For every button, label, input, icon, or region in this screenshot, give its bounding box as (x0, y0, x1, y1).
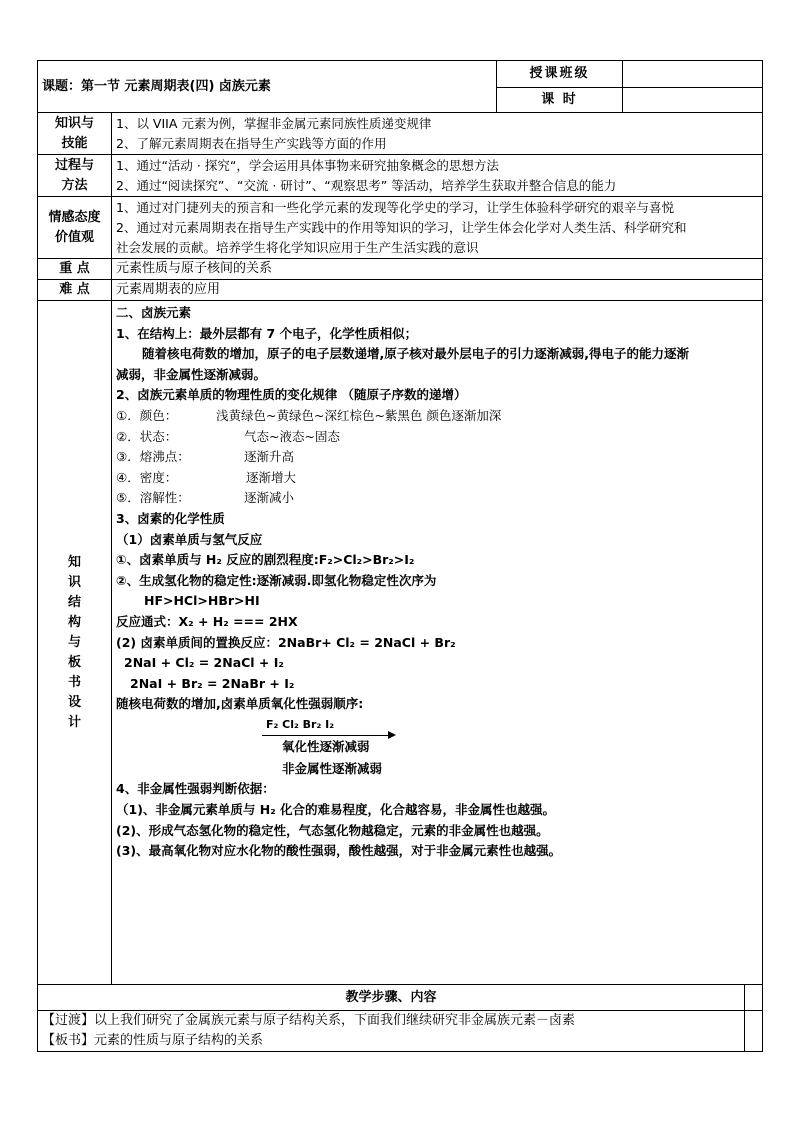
displacement-reaction: (2) 卤素单质间的置换反应：2NaBr+ Cl₂ = 2NaCl + Br₂ (116, 634, 456, 650)
trend-arrow-line (262, 735, 392, 736)
arrow-right-icon (388, 731, 396, 739)
knowledge-content (112, 301, 763, 985)
criteria-title: 4、非金属性强弱判断依据： (116, 781, 275, 797)
hydride-order: HF>HCl>HBr>HI (144, 593, 260, 609)
lesson-plan-table (37, 60, 763, 1052)
steps-side-cell (745, 985, 763, 1011)
objective-row (38, 155, 763, 197)
lesson-topic: 课题：第一节 元素周期表(四) 卤族元素 (38, 61, 497, 113)
physical-properties-title: 2、卤族元素单质的物理性质的变化规律 （随原子序数的递增） (116, 387, 467, 403)
property-row: ⑤．溶解性： 逐渐减小 (116, 490, 295, 506)
steps-line: 【板书】元素的性质与原子结构的关系 (38, 1031, 745, 1052)
structure-body-cont: 减弱，非金属性逐渐减弱。 (116, 366, 267, 382)
chemical-properties-title: 3、卤素的化学性质 (116, 510, 225, 526)
class-value (623, 61, 763, 88)
general-equation: 反应通式：X₂ + H₂ === 2HX (116, 613, 298, 629)
displacement-equation: 2NaI + Br₂ = 2NaBr + I₂ (130, 675, 295, 691)
oxidizing-order-title: 随核电荷数的增加,卤素单质氧化性强弱顺序: (116, 696, 364, 712)
displacement-equation: 2NaI + Cl₂ = 2NaCl + I₂ (124, 655, 284, 671)
property-row: ①．颜色： 浅黄绿色~黄绿色~深红棕色~紫黑色 颜色逐渐加深 (116, 407, 502, 423)
key-point-label: 重 点 (38, 259, 112, 280)
property-row: ③．熔沸点： 逐渐升高 (116, 449, 295, 465)
period-value (623, 88, 763, 113)
steps-title: 教学步骤、内容 (38, 985, 745, 1011)
structure-point: 1、在结构上：最外层都有 7 个电子，化学性质相似； (116, 325, 418, 341)
steps-line: 【过渡】以上我们研究了金属族元素与原子结构关系，下面我们继续研究非金属族元素－卤素 (38, 1011, 745, 1032)
criteria-item: (2)、形成气态氢化物的稳定性，气态氢化物越稳定，元素的非金属性也越强。 (116, 822, 549, 838)
key-point-text: 元素性质与原子核间的关系 (112, 259, 763, 280)
difficulty-text: 元素周期表的应用 (112, 280, 763, 301)
objective-row (38, 113, 763, 155)
objective-label: 知识与 技能 (38, 113, 112, 155)
halogen-sequence: F₂ Cl₂ Br₂ I₂ (266, 717, 335, 731)
difficulty-label: 难 点 (38, 280, 112, 301)
period-label: 课 时 (497, 88, 623, 113)
objective-content: 1、通过对门捷列夫的预言和一些化学元素的发现等化学史的学习，让学生体验科学研究的艰辛与喜悦 2、通过对元素周期表在指导生产实践中的作用等知识的学习，让学生体会化学对人类生活、科学研究和 社会发展的贡献。培养学生将化学知识应用于生产生活实践的意识 (112, 197, 763, 259)
objective-content: 1、以 VIIA 元素为例，掌握非金属元素同族性质递变规律 2、了解元素周期表在指导生产实践等方面的作用 (112, 113, 763, 155)
section-heading: 二、卤族元素 (116, 305, 192, 320)
oxidizing-trend-diagram (116, 715, 758, 759)
lesson-plan-sheet (37, 60, 762, 1052)
knowledge-label: 知 识 结 构 与 板 书 设 计 (38, 301, 112, 985)
objective-content: 1、通过“活动 · 探究“，学会运用具体事物来研究抽象概念的思想方法 2、通过“阅读探究”、“交流 · 研讨”、“观察思考” 等活动，培养学生获取并整合信息的能力 (112, 155, 763, 197)
trend-label: 氧化性逐渐减弱 (282, 738, 370, 754)
objective-label: 情感态度 价值观 (38, 197, 112, 259)
nonmetal-trend-label: 非金属性逐渐减弱 (282, 760, 383, 776)
structure-body: 随着核电荷数的增加，原子的电子层数递增,原子核对最外层电子的引力逐渐减弱,得电子的能力逐渐 (142, 346, 689, 362)
criteria-item: （1)、非金属元素单质与 H₂ 化合的难易程度，化合越容易，非金属性也越强。 (116, 802, 556, 818)
criteria-item: (3)、最高氧化物对应水化物的酸性强弱，酸性越强，对于非金属元素性也越强。 (116, 843, 562, 859)
objective-label: 过程与 方法 (38, 155, 112, 197)
hydrogen-reaction-title: （1）卤素单质与氢气反应 (116, 531, 263, 547)
objective-row (38, 197, 763, 259)
property-row: ④．密度： 逐渐增大 (116, 469, 297, 485)
reaction-intensity: ①、卤素单质与 H₂ 反应的剧烈程度:F₂>Cl₂>Br₂>I₂ (116, 552, 415, 568)
class-label: 授课班级 (497, 61, 623, 88)
hydride-stability: ②、生成氢化物的稳定性:逐渐减弱.即氢化物稳定性次序为 (116, 572, 437, 588)
steps-side-cell (745, 1011, 763, 1052)
property-row: ②．状态： 气态~液态~固态 (116, 428, 340, 444)
